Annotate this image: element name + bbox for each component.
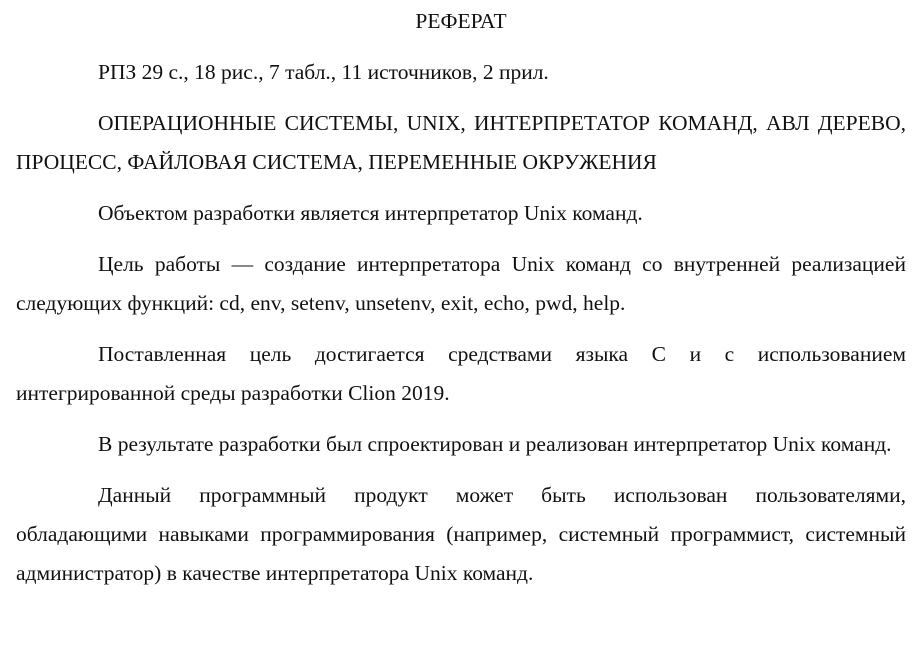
paragraph-result: В результате разработки был спроектирован и реализован интерпретатор Unix команд.	[98, 432, 892, 456]
paragraph-object: Объектом разработки является интерпретатор Unix команд.	[98, 201, 643, 225]
paragraph-means: Поставленная цель достигается средствами языка С и с использованием интегрированной среды разработки Clion 2019.	[16, 342, 906, 405]
paragraph-keywords: ОПЕРАЦИОННЫЕ СИСТЕМЫ, UNIX, ИНТЕРПРЕТАТОР КОМАНД, АВЛ ДЕРЕВО, ПРОЦЕСС, ФАЙЛОВАЯ СИСТЕМА, ПЕРЕМЕННЫЕ ОКРУЖЕНИЯ	[16, 111, 906, 174]
paragraph-bibliography: РПЗ 29 с., 18 рис., 7 табл., 11 источников, 2 прил.	[98, 60, 549, 84]
paragraph-goal: Цель работы — создание интерпретатора Unix команд со внутренней реализацией следующих функций: cd, env, setenv, unsetenv, exit, echo, pwd, help.	[16, 252, 906, 315]
document-title: РЕФЕРАТ	[415, 9, 507, 33]
paragraph-usage: Данный программный продукт может быть использован пользователями, обладающими навыками программирования (например, системный программист, системный администратор) в качестве интерпретатора Unix команд.	[16, 483, 906, 585]
document-page	[16, 0, 906, 593]
